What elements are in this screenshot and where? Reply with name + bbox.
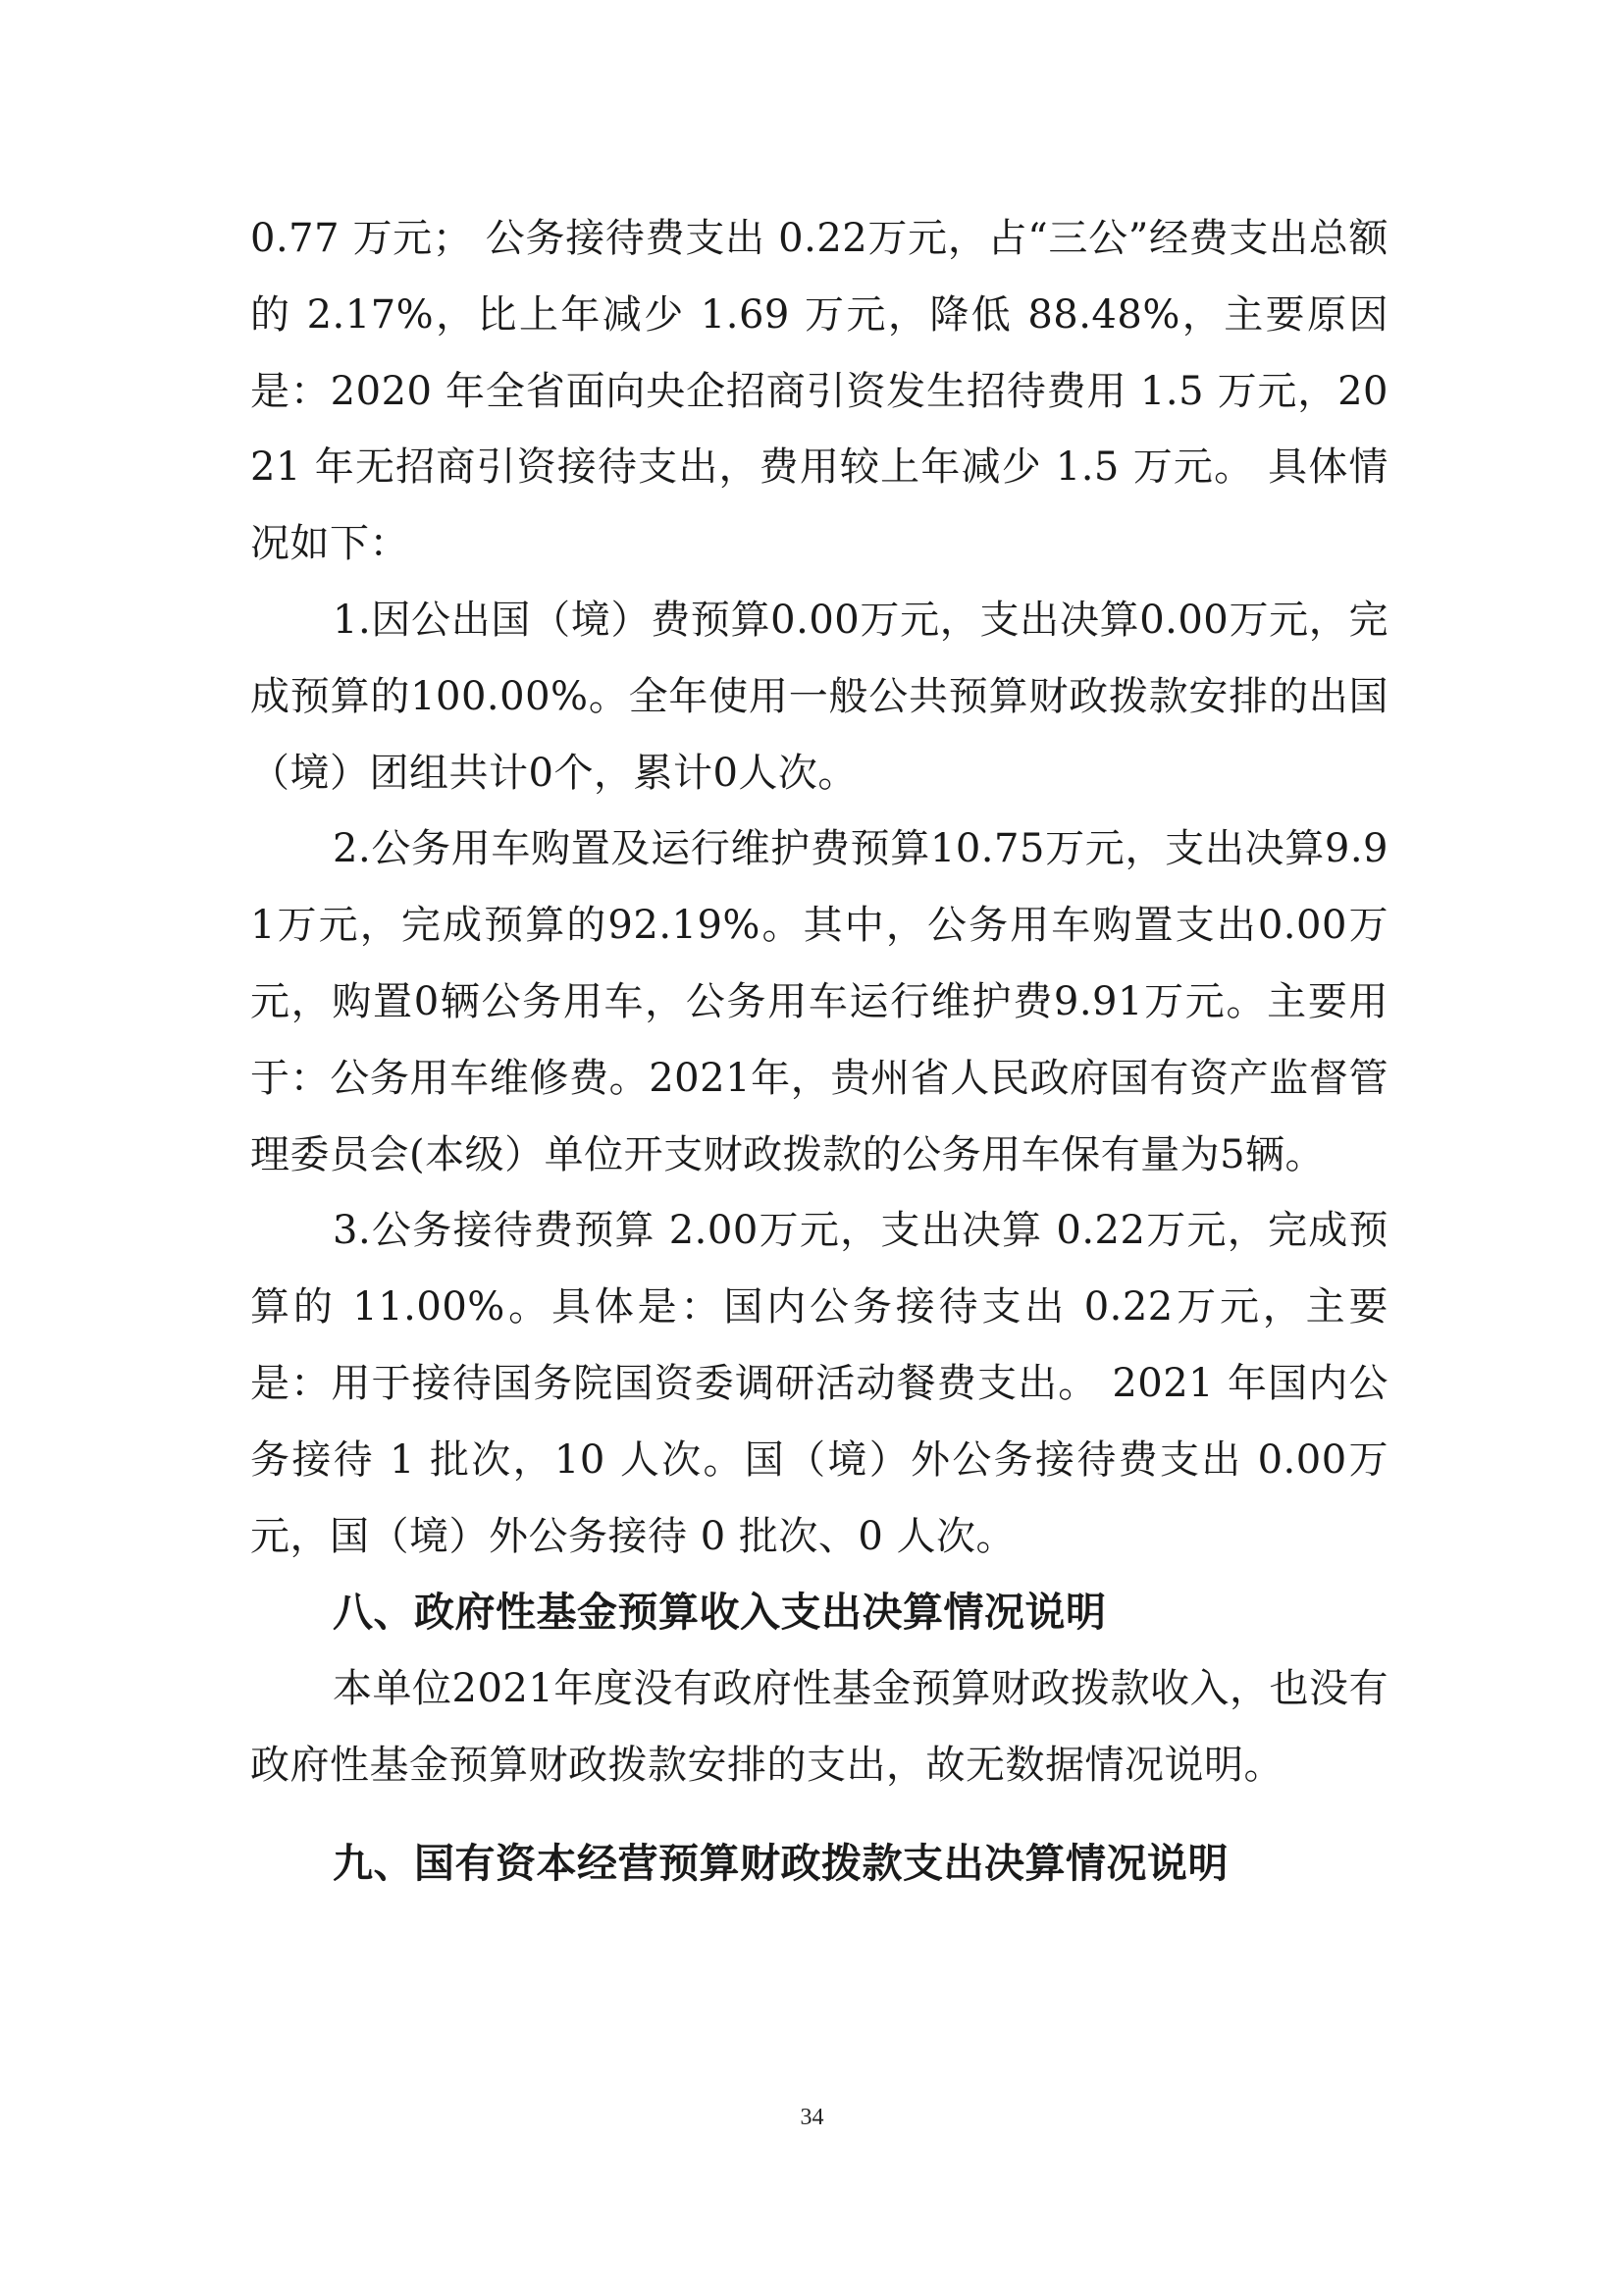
paragraph-official-reception-expenses: 3.公务接待费预算 2.00万元，支出决算 0.22万元，完成预算的 11.00%。具体是：国内公务接待支出 0.22万元，主要是：用于接待国务院国资委调研活动餐费支出。 2021 年国内公务接待 1 批次，10 人次。国（境）外公务接待费支出 0.00万元，国（境）外公务接待 0 批次、0 人次。 bbox=[250, 1208, 1388, 1559]
section-heading-government-fund-budget: 八、政府性基金预算收入支出决算情况说明 bbox=[333, 1589, 1107, 1637]
page-number: 34 bbox=[800, 2105, 824, 2130]
section-heading-state-capital-budget: 九、国有资本经营预算财政拨款支出决算情况说明 bbox=[333, 1839, 1229, 1887]
paragraph-overseas-travel-expenses: 1.因公出国（境）费预算0.00万元，支出决算0.00万元，完成预算的100.00%。全年使用一般公共预算财政拨款安排的出国（境）团组共计0个，累计0人次。 bbox=[250, 597, 1388, 796]
paragraph-official-vehicle-expenses: 2.公务用车购置及运行维护费预算10.75万元，支出决算9.91万元，完成预算的92.19%。其中，公务用车购置支出0.00万元，购置0辆公务用车，公务用车运行维护费9.91万元。主要用于：公务用车维修费。2021年，贵州省人民政府国有资产监督管理委员会(本级）单位开支财政拨款的公务用车保有量为5辆。 bbox=[250, 826, 1388, 1177]
paragraph-three-public-expenses-summary: 0.77 万元； 公务接待费支出 0.22万元，占“三公”经费支出总额的 2.17%，比上年减少 1.69 万元，降低 88.48%，主要原因是：2020 年全省面向央企招商引资发生招待费用 1.5 万元，2021 年无招商引资接待支出，费用较上年减少 1.5 万元。 具体情况如下： bbox=[250, 216, 1388, 567]
page-content bbox=[250, 201, 1388, 1903]
paragraph-government-fund-budget: 本单位2021年度没有政府性基金预算财政拨款收入，也没有政府性基金预算财政拨款安排的支出，故无数据情况说明。 bbox=[250, 1666, 1388, 1788]
